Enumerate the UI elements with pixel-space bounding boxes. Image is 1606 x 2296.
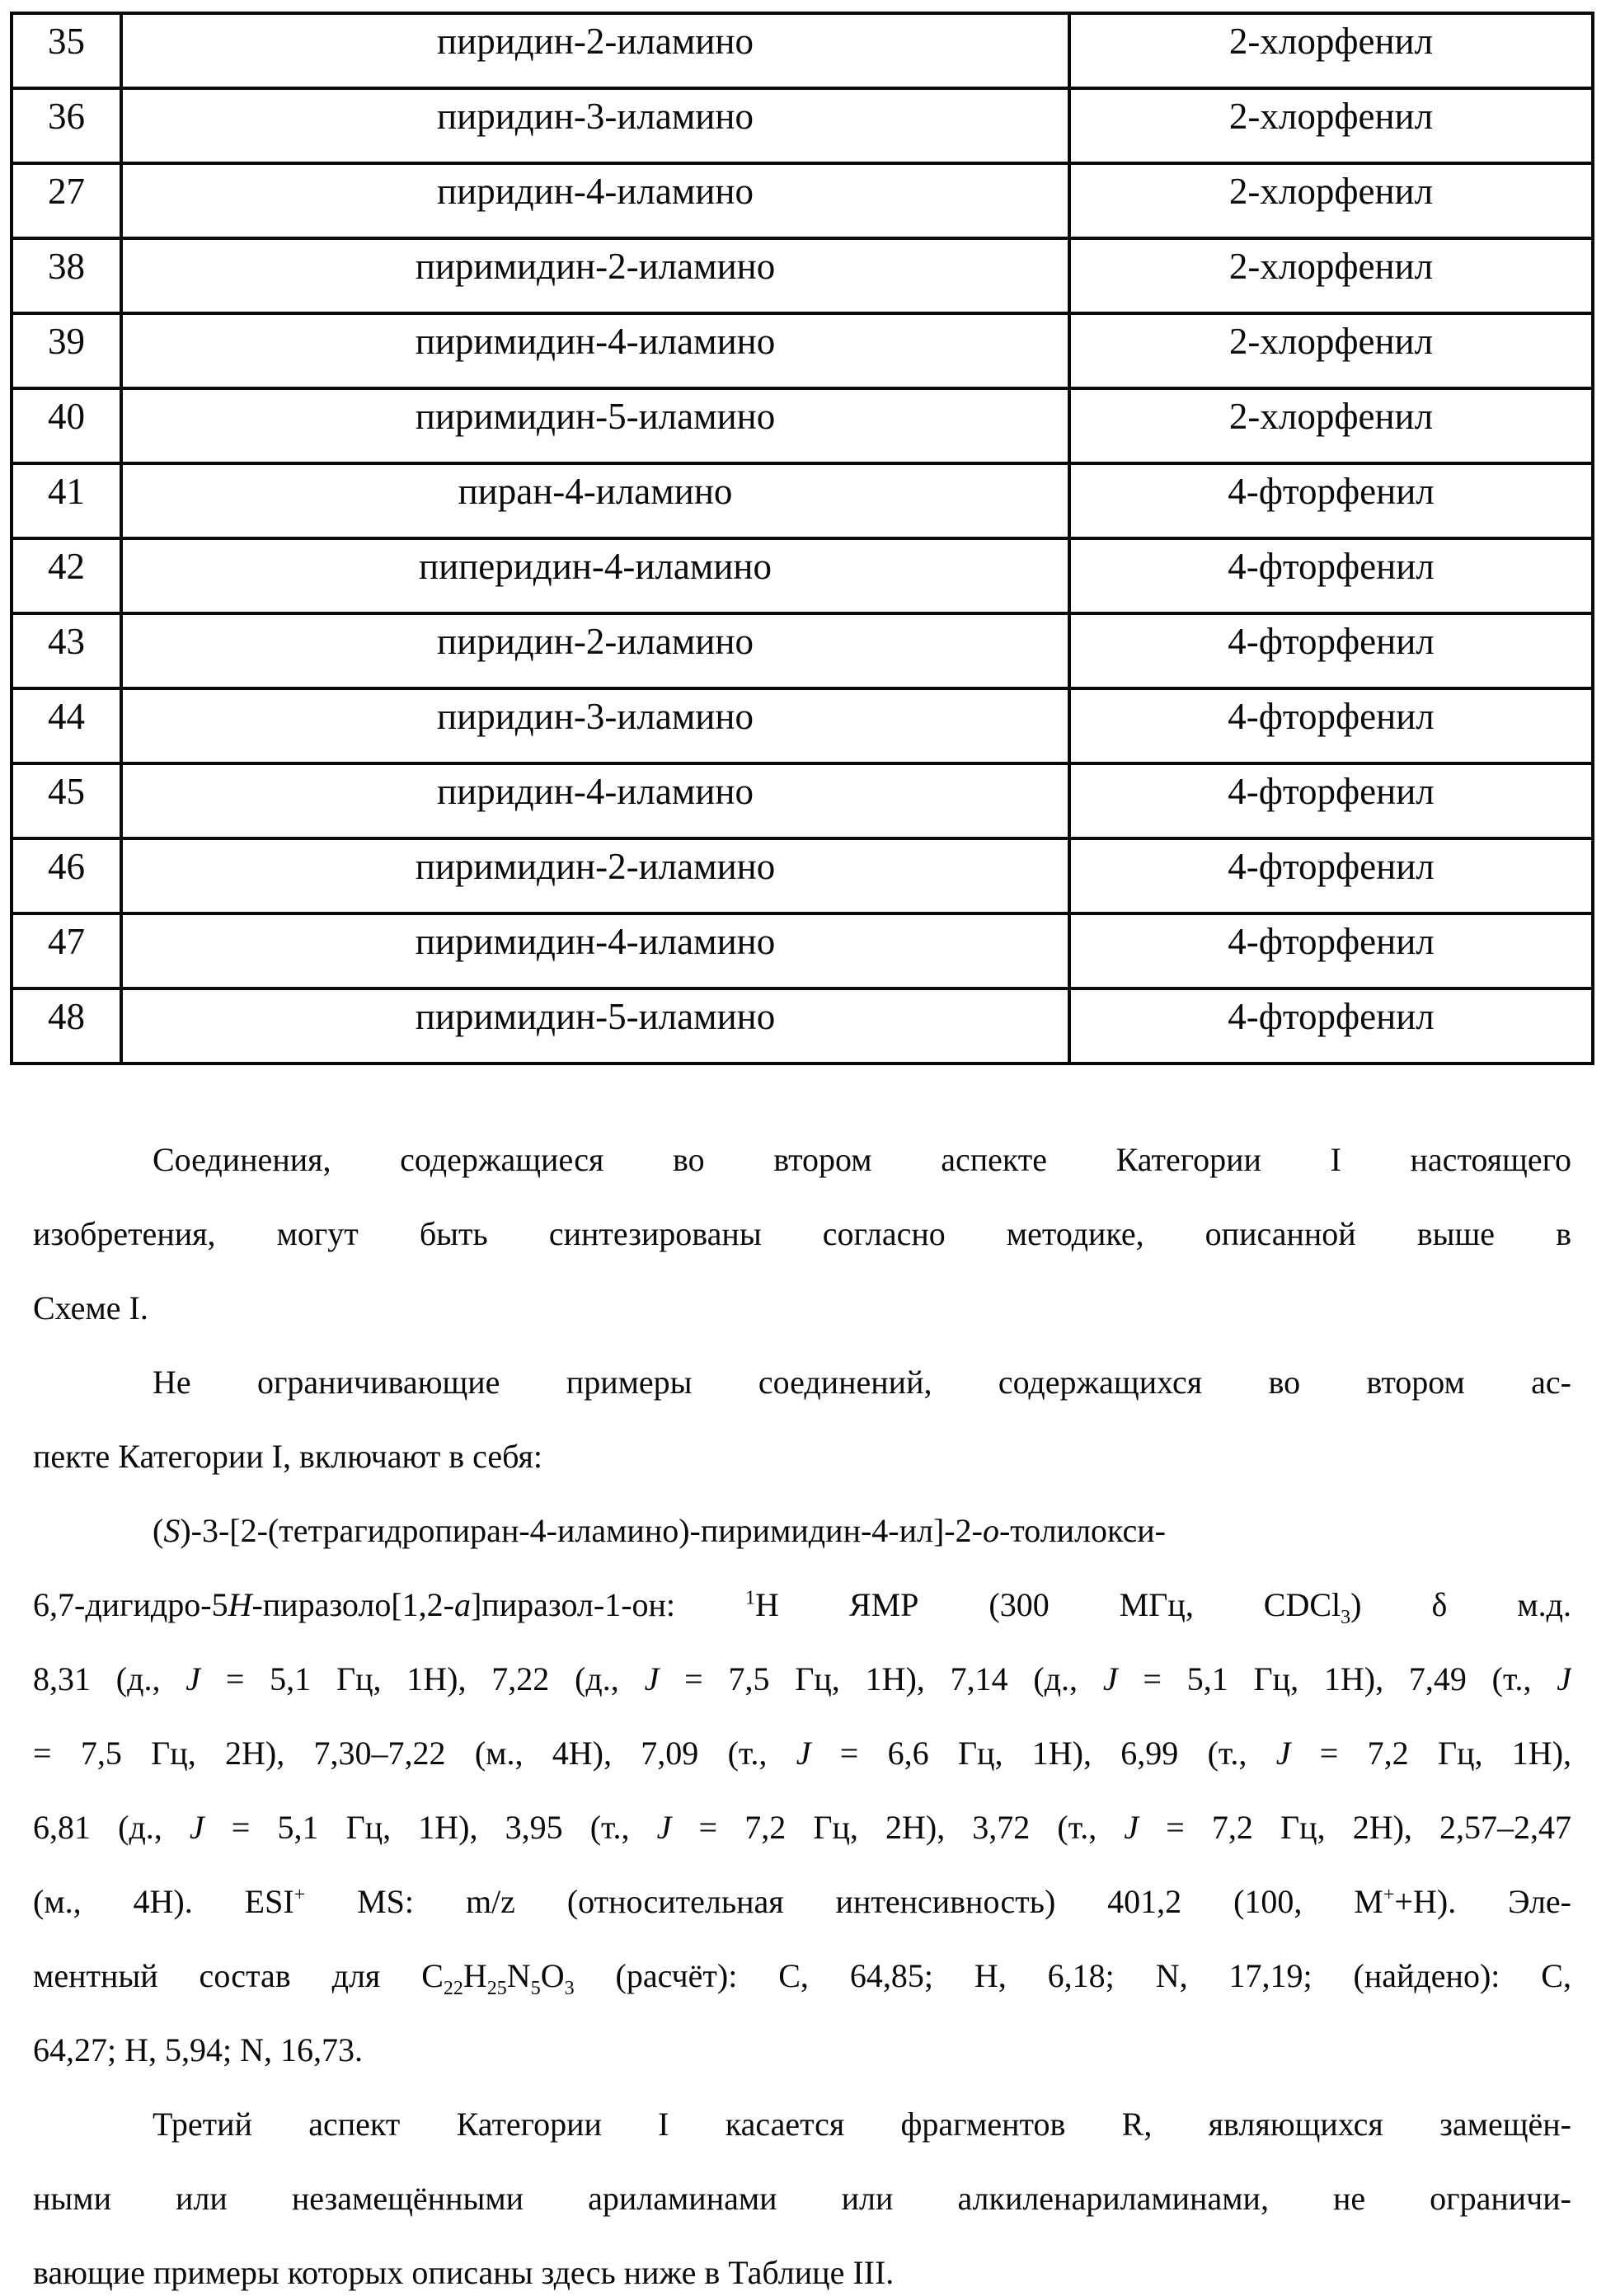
text-line: 6,7-дигидро-5H-пиразоло[1,2-a]пиразол-1-он: $^1$H ЯМР (300 МГц, CDCl$_3$) δ м.д. <box>33 1586 1571 1628</box>
table-row <box>12 163 1593 238</box>
fragment-cell: пиримидин-5-иламино <box>121 388 1069 463</box>
body-text <box>33 1123 1571 2296</box>
aryl-cell: 4-фторфенил <box>1069 613 1593 688</box>
text-line: 8,31 (д., J = 5,1 Гц, 1H), 7,22 (д., J = 7,5 Гц, 1H), 7,14 (д., J = 5,1 Гц, 1H), 7,49 (т., J <box>33 1660 1571 1697</box>
table-row <box>12 763 1593 838</box>
row-number-cell: 41 <box>12 463 121 538</box>
fragment-cell: пиримидин-4-иламино <box>121 913 1069 988</box>
text-line: изобретения, могут быть синтезированы согласно методике, описанной выше в <box>33 1215 1571 1252</box>
aryl-cell: 4-фторфенил <box>1069 913 1593 988</box>
aryl-cell: 2-хлорфенил <box>1069 13 1593 88</box>
table-row <box>12 238 1593 313</box>
fragment-cell: пиримидин-2-иламино <box>121 838 1069 913</box>
row-number-cell: 48 <box>12 988 121 1063</box>
row-number-cell: 39 <box>12 313 121 388</box>
row-number-cell: 42 <box>12 538 121 613</box>
text-line: 64,27; H, 5,94; N, 16,73. <box>33 2031 363 2068</box>
text-line: 6,81 (д., J = 5,1 Гц, 1H), 3,95 (т., J = 7,2 Гц, 2H), 3,72 (т., J = 7,2 Гц, 2H), 2,57–2,47 <box>33 1809 1571 1846</box>
text-line: Схеме I. <box>33 1289 148 1326</box>
text-line: вающие примеры которых описаны здесь ниже в Таблице III. <box>33 2254 895 2291</box>
row-number-cell: 44 <box>12 688 121 763</box>
row-number-cell: 36 <box>12 88 121 163</box>
row-number-cell: 38 <box>12 238 121 313</box>
text-line: Третий аспект Категории I касается фрагментов R, являющихся замещён- <box>153 2106 1571 2143</box>
text-line: (м., 4H). ESI+ MS: m/z (относительная интенсивность) 401,2 (100, M++H). Эле- <box>33 1883 1571 1920</box>
table-row <box>12 913 1593 988</box>
text-line: (S)-3-[2-(тетрагидропиран-4-иламино)-пиримидин-4-ил]-2-o-толилокси- <box>153 1512 1166 1549</box>
aryl-cell: 2-хлорфенил <box>1069 313 1593 388</box>
text-line: Соединения, содержащиеся во втором аспекте Категории I настоящего <box>153 1141 1571 1178</box>
aryl-cell: 4-фторфенил <box>1069 463 1593 538</box>
table-row <box>12 613 1593 688</box>
fragment-cell: пиперидин-4-иламино <box>121 538 1069 613</box>
text-line: ными или незамещёнными ариламинами или алкиленариламинами, не ограничи- <box>33 2180 1571 2217</box>
table-row <box>12 313 1593 388</box>
text-line: = 7,5 Гц, 2H), 7,30–7,22 (м., 4H), 7,09 (т., J = 6,6 Гц, 1H), 6,99 (т., J = 7,2 Гц, 1H), <box>33 1735 1571 1772</box>
aryl-cell: 4-фторфенил <box>1069 538 1593 613</box>
fragment-cell: пиридин-4-иламино <box>121 163 1069 238</box>
table-row <box>12 463 1593 538</box>
aryl-cell: 2-хлорфенил <box>1069 163 1593 238</box>
fragment-cell: пиримидин-4-иламино <box>121 313 1069 388</box>
fragment-cell: пиридин-3-иламино <box>121 88 1069 163</box>
aryl-cell: 4-фторфенил <box>1069 838 1593 913</box>
aryl-cell: 2-хлорфенил <box>1069 238 1593 313</box>
text-line: пекте Категории I, включают в себя: <box>33 1438 543 1475</box>
fragment-cell: пиридин-2-иламино <box>121 613 1069 688</box>
row-number-cell: 40 <box>12 388 121 463</box>
row-number-cell: 45 <box>12 763 121 838</box>
row-number-cell: 27 <box>12 163 121 238</box>
row-number-cell: 35 <box>12 13 121 88</box>
aryl-cell: 4-фторфенил <box>1069 763 1593 838</box>
row-number-cell: 46 <box>12 838 121 913</box>
fragment-cell: пиридин-4-иламино <box>121 763 1069 838</box>
fragment-cell: пиридин-2-иламино <box>121 13 1069 88</box>
table-row <box>12 538 1593 613</box>
fragment-cell: пиридин-3-иламино <box>121 688 1069 763</box>
table-row <box>12 388 1593 463</box>
aryl-cell: 4-фторфенил <box>1069 688 1593 763</box>
text-line: Не ограничивающие примеры соединений, содержащихся во втором ас- <box>153 1364 1571 1401</box>
aryl-cell: 2-хлорфенил <box>1069 388 1593 463</box>
compound-table <box>10 12 1594 1065</box>
table-row <box>12 838 1593 913</box>
row-number-cell: 47 <box>12 913 121 988</box>
aryl-cell: 2-хлорфенил <box>1069 88 1593 163</box>
table-row <box>12 13 1593 88</box>
fragment-cell: пиримидин-2-иламино <box>121 238 1069 313</box>
text-line: ментный состав для $C_{22}H_{25}N_5O_3$ (расчёт): C, 64,85; H, 6,18; N, 17,19; (найдено): C, <box>33 1957 1571 1999</box>
fragment-cell: пиримидин-5-иламино <box>121 988 1069 1063</box>
table-row <box>12 688 1593 763</box>
table-row <box>12 988 1593 1063</box>
table-row <box>12 88 1593 163</box>
fragment-cell: пиран-4-иламино <box>121 463 1069 538</box>
aryl-cell: 4-фторфенил <box>1069 988 1593 1063</box>
row-number-cell: 43 <box>12 613 121 688</box>
